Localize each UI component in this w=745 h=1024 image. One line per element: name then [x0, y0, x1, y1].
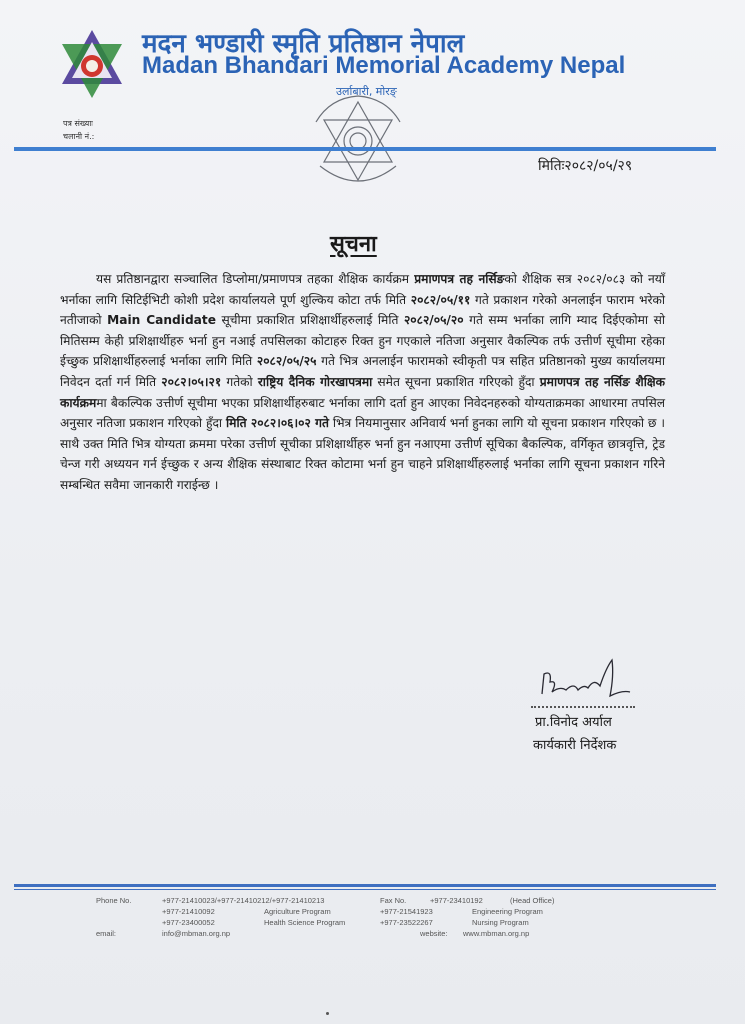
notice-title: सूचना — [330, 232, 377, 257]
email-label: email: — [96, 929, 117, 938]
signatory-title: कार्यकारी निर्देशक — [533, 738, 617, 753]
agriculture-program-label: Agriculture Program — [264, 907, 331, 916]
academy-title-nepali: मदन भण्डारी स्मृति प्रतिष्ठान नेपाल — [142, 29, 465, 59]
engineering-program-label: Engineering Program — [472, 907, 543, 916]
signature-line — [531, 706, 635, 708]
academy-title-english: Madan Bhandari Memorial Academy Nepal — [142, 52, 626, 79]
phone-nursing: +977-23522267 — [380, 918, 433, 927]
contact-footer — [0, 894, 745, 944]
letter-date: मितिः२०८२/०५/२९ — [538, 158, 633, 174]
phone-agriculture: +977-21410092 — [162, 907, 215, 916]
footer-divider — [14, 884, 716, 887]
health-program-label: Health Science Program — [264, 918, 346, 927]
nursing-program-label: Nursing Program — [472, 918, 529, 927]
email-address[interactable]: info@mbman.org.np — [162, 929, 231, 938]
phone-engineering: +977-21541923 — [380, 907, 433, 916]
academy-address: उर्लाबारी, मोरङ् — [336, 85, 397, 98]
page-dot — [326, 1012, 329, 1015]
fax-label: Fax No. — [380, 896, 407, 905]
signatory-name: प्रा.विनोद अर्याल — [535, 715, 612, 730]
signature-scribble — [530, 656, 640, 712]
dispatch-number-label: चलानी नं.: — [63, 132, 95, 141]
footer-divider-thin — [14, 889, 716, 890]
reference-block — [63, 117, 94, 143]
head-office-label: (Head Office) — [510, 896, 555, 905]
website-label: website: — [420, 929, 448, 938]
academy-logo-icon — [60, 28, 124, 100]
ref-number-label: पत्र संख्याः — [63, 119, 93, 128]
phone-main: +977-21410023/+977-21410212/+977-21410213 — [162, 896, 325, 905]
phone-health: +977-23400052 — [162, 918, 215, 927]
notice-body: यस प्रतिष्ठानद्वारा सञ्चालित डिप्लोमा/प्रमाणपत्र तहका शैक्षिक कार्यक्रम प्रमाणपत्र तह नर्सिङको शैक्षिक सत्र २०८२/०८३ को नयाँ भर्नाका लागि सिटिईभिटी कोशी प्रदेश कार्यालयले पूर्ण शुल्किय कोटा तर्फ मिति २०८२/०५/११ गते प्रकाशन गरेको अनलाईन फाराम भरेको नतीजाको Main Candidate सूचीमा प्रकाशित प्रशिक्षार्थीहरुलाई मिति २०८२/०५/२० गते सम्म भर्नाका लागि म्याद दिईएकोमा सो मितिसम्म केही प्रशिक्षार्थीहरु भर्ना हुन नआई तपसिलका कोटाहरु रिक्त हुन गएकाले नतिजा अनुसार वैकल्पिक तर्फ उत्तीर्ण सूचीमा रहेका ईच्छुक प्रशिक्षार्थीहरुलाई भर्नाका लागि मिति २०८२/०५/२५ गते भित्र अनलाईन फारामको स्वीकृती पत्र सहित प्रतिष्ठानको मुख्य कार्यालयमा निवेदन दर्ता गर्न मिति २०८२।०५।२१ गतेको राष्ट्रिय दैनिक गोरखापत्रमा समेत सूचना प्रकाशित गरिएको हुँदा प्रमाणपत्र तह नर्सिङ शैक्षिक कार्यक्रममा बैकल्पिक उत्तीर्ण सूचीमा भएका प्रशिक्षार्थीहरुबाट भर्नाका लागि दर्ता हुन आएका निवेदनहरुको योग्यताक्रमका आधारमा तपसिल अनुसार नतिजा प्रकाशन गरिएको हुँदा मिति २०८२।०६।०२ गते भित्र नियमानुसार अनिवार्य भर्ना हुनका लागि यो सूचना प्रकाशन गरिएको छ । साथै उक्त मिति भित्र योग्यता क्रममा परेका उत्तीर्ण सूचीका प्रशिक्षार्थीहरु भर्ना हुन नआएमा उत्तीर्ण सूचिका बैकल्पिक, वर्गिकृत छात्रवृत्ति, ट्रेड चेन्ज गरी अध्ययन गर्न ईच्छुक र अन्य शैक्षिक संस्थाबाट रिक्त कोटामा भर्ना हुन चाहने प्रशिक्षार्थीहरुलाई भर्नाका लागि सूचना प्रकाशन गरिने सम्बन्धित सवैमा जानकारी गराईन्छ । — [60, 272, 666, 492]
fax-head-office: +977-23410192 — [430, 896, 483, 905]
official-seal-stamp — [300, 92, 416, 192]
phone-label: Phone No. — [96, 896, 132, 905]
website-link[interactable]: www.mbman.org.np — [463, 929, 530, 938]
header-divider — [14, 147, 716, 151]
